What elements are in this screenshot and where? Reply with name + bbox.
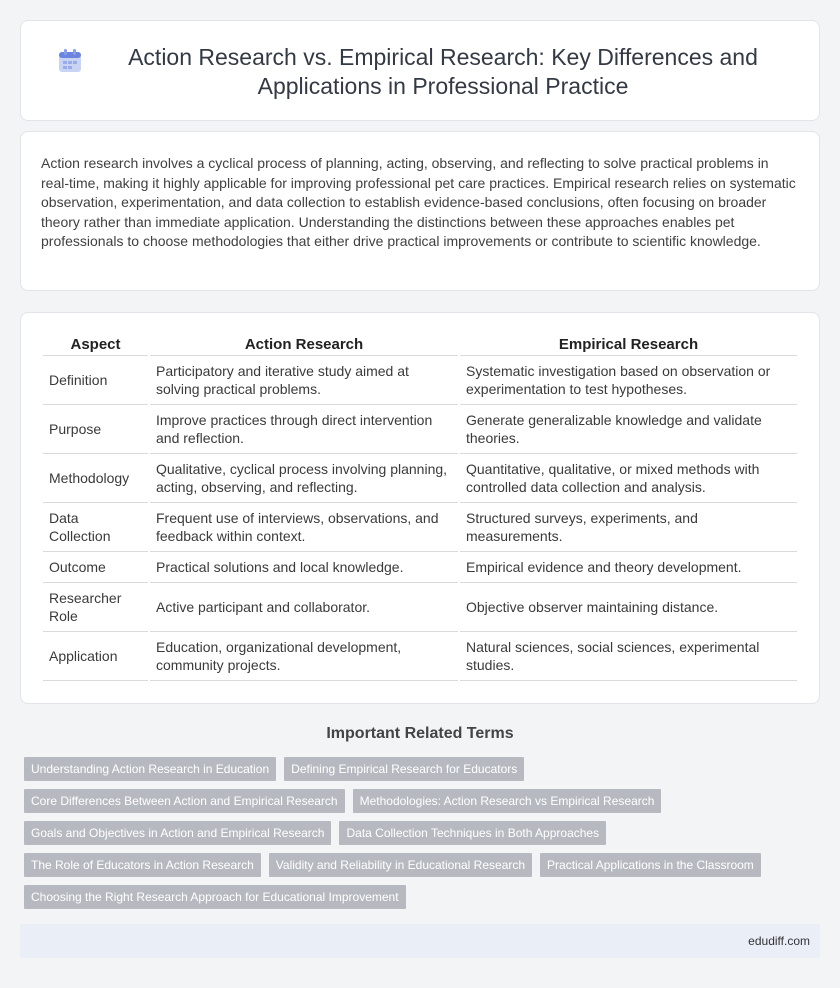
table-row: [43, 356, 797, 405]
cell-action: Active participant and collaborator.: [150, 583, 458, 632]
cell-action: Frequent use of interviews, observations, and feedback within context.: [150, 503, 458, 552]
cell-aspect: Methodology: [43, 454, 148, 503]
related-term-tag[interactable]: Defining Empirical Research for Educators: [284, 757, 524, 781]
cell-aspect: Researcher Role: [43, 583, 148, 632]
related-term-tag[interactable]: Choosing the Right Research Approach for Educational Improvement: [24, 885, 406, 909]
intro-paragraph: Action research involves a cyclical process of planning, acting, observing, and reflecting to solve practical problems in real-time, making it highly applicable for improving professional pet care practices. Empirical research relies on systematic observation, experimentation, and data collection to establish evidence-based conclusions, often focusing on broader theory rather than immediate application. Understanding the distinctions between these approaches enables pet professionals to choose methodologies that either drive practical improvements or contribute to scientific knowledge.: [41, 155, 796, 250]
related-term-tag[interactable]: Understanding Action Research in Education: [24, 757, 276, 781]
cell-empirical: Systematic investigation based on observation or experimentation to test hypotheses.: [460, 356, 797, 405]
cell-empirical: Objective observer maintaining distance.: [460, 583, 797, 632]
cell-aspect: Data Collection: [43, 503, 148, 552]
cell-action: Participatory and iterative study aimed at solving practical problems.: [150, 356, 458, 405]
footer-bar: [20, 924, 820, 958]
related-term-tag[interactable]: The Role of Educators in Action Research: [24, 853, 261, 877]
intro-card: [20, 131, 820, 291]
calendar-icon: [57, 48, 83, 74]
cell-empirical: Natural sciences, social sciences, experimental studies.: [460, 632, 797, 681]
footer-site-link[interactable]: edudiff.com: [748, 934, 810, 948]
header-card: [20, 20, 820, 121]
table-row: [43, 503, 797, 552]
cell-action: Qualitative, cyclical process involving planning, acting, observing, and reflecting.: [150, 454, 458, 503]
table-row: [43, 632, 797, 681]
table-row: [43, 552, 797, 583]
cell-aspect: Purpose: [43, 405, 148, 454]
cell-empirical: Empirical evidence and theory development.: [460, 552, 797, 583]
cell-aspect: Definition: [43, 356, 148, 405]
cell-empirical: Generate generalizable knowledge and validate theories.: [460, 405, 797, 454]
cell-aspect: Application: [43, 632, 148, 681]
cell-action: Improve practices through direct intervention and reflection.: [150, 405, 458, 454]
related-terms-title: Important Related Terms: [326, 725, 514, 742]
table-row: [43, 583, 797, 632]
table-row: [43, 454, 797, 503]
related-term-tag[interactable]: Validity and Reliability in Educational Research: [269, 853, 532, 877]
comparison-table: [41, 334, 799, 681]
header-empirical-research: Empirical Research: [460, 334, 797, 356]
table-row: [43, 405, 797, 454]
related-term-tag[interactable]: Core Differences Between Action and Empirical Research: [24, 789, 345, 813]
header-aspect: Aspect: [43, 334, 148, 356]
cell-action: Education, organizational development, community projects.: [150, 632, 458, 681]
cell-empirical: Quantitative, qualitative, or mixed methods with controlled data collection and analysis.: [460, 454, 797, 503]
header-action-research: Action Research: [150, 334, 458, 356]
cell-action: Practical solutions and local knowledge.: [150, 552, 458, 583]
related-term-tag[interactable]: Data Collection Techniques in Both Approaches: [339, 821, 606, 845]
cell-aspect: Outcome: [43, 552, 148, 583]
related-term-tag[interactable]: Goals and Objectives in Action and Empirical Research: [24, 821, 331, 845]
comparison-card: [20, 312, 820, 704]
related-term-tag[interactable]: Methodologies: Action Research vs Empirical Research: [353, 789, 662, 813]
related-term-tag[interactable]: Practical Applications in the Classroom: [540, 853, 761, 877]
cell-empirical: Structured surveys, experiments, and measurements.: [460, 503, 797, 552]
page-title: Action Research vs. Empirical Research: Key Differences and Applications in Professional Practice: [128, 44, 758, 99]
table-header-row: [43, 334, 797, 356]
related-terms-list: [24, 757, 804, 909]
